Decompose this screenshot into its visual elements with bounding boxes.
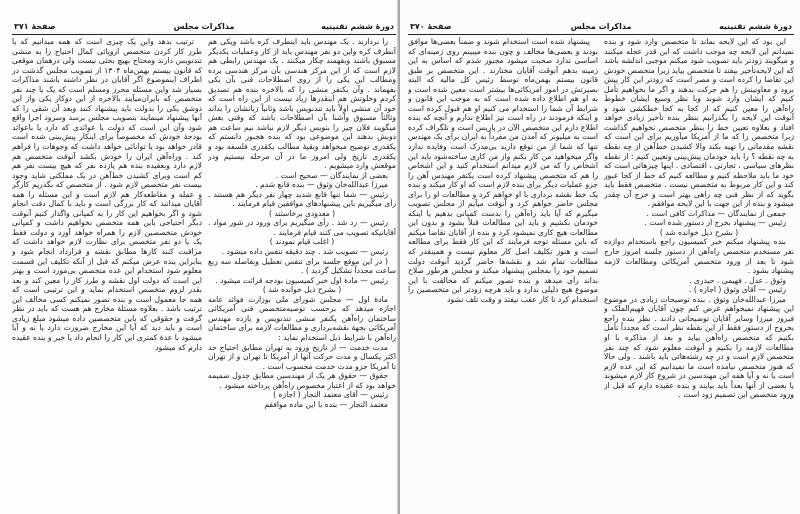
paragraph: حقوق — حقوق هر یک از مهندسین مطابق جدول ضمیمه خواهد بود که از اعتبار مخصوص راه‌آهن پرداخته میشود .: [208, 371, 396, 390]
page-number: صفحهٔ ۳۷۰: [410, 22, 452, 31]
volume-label: دورهٔ ششم تقنینیه: [321, 22, 394, 31]
paragraph: رئیس — تصویب شد . چند دقیقه تنفس داده میشود .: [221, 247, 388, 257]
stage-direction: ( بشرح ذیل خوانده شد ): [262, 285, 342, 295]
stage-direction: ( معدودی برخاستند ): [268, 208, 336, 218]
paragraph: بعضی از نمایندگان — صحیح است .: [275, 170, 388, 180]
paragraph: رئیس — شما تنها قانع شدید چهار نفر دیگر هم هستند . رأی میگیریم باین پیشنهادهای موافقین قیام فرمایند .: [208, 189, 396, 209]
paragraph: ترتیب بدهد واین یک چیزی است که همه میدانیم که با طرز کار کردن متخصص اروپائی کمال احتیاج را به منشی تندنویس دارند ومحتاج بهیچ بحثی نیست ولی درهمان موقعی که قانون بیستم بهمن‌ماه ۱۳۰۴ از تصویب مجلس گذشت در اطراف اینموضوع اگر آقایان در نظر داشته باشند مذاکرات بسیار شد واین مسئله محرز ومسلم است که یک یا چند نفر متخصص که بایران‌میآیند بالاخره از این دوکار یکی واز این دوشق یکی را بدولت باید پیشنهاد کنند وبعد آن شقی را که آنها پیشنهاد مینمایند بتصویب مجلس برسد وسرود اجرا واقع شود وآن این است که دولت با عوائدی که دارد یا باعوائد بودجهٔ خودش که مخصوصاً برای اینکار پیش‌بینی شده است قادر خواهد بود یا توانائی خواهد داشت که وجوهات را فراهم کند . وراه‌آهن ایران را خودش بکشد آنوقت متخصص هم لازم دارد وبعقیده بنده هم یازده نفر که هیچ بیست نفر هم کم است وبرای کشیدن خط‌آهن در یک مملکتی شاید وجود بیست نفر متخصص لازم شود . از متخصص که بگذریم کارگر و عمله و مقاطعه‌کار هم لازم است و این مسئله را همه آقایان میدانند که کار بزرگی است و باید با کمال دقت انجام شود و اگر بخواهیم این کار را به کمپانی واگذار کنیم آنوقت دیگر احتیاجی باین همه متخصص نخواهیم داشت و کمپانی خودش متخصصین لازم را همراه خواهد آورد و دولت فقط یک یا دو نفر متخصص برای نظارت لازم خواهد داشت که مراقبت کنند کارها مطابق نقشه و قرارداد انجام شود و بنابراین بنده عرض میکنم که قبل از آنکه تکلیف این قسمت معلوم شود استخدام این عده متخصص بی‌مورد است و بهتر این است که دولت اول نقشه و طرز کار را معین کند و بعد بقدر لزوم متخصص استخدام نماید و این ترتیبی است که همه جا معمول است و بنده تصور نمیکنم کسی مخالف این ترتیب باشد . بعلاوه مسئلهٔ مخارج هم هست که باید در نظر گرفت و حقوقی که باین متخصصین داده میشود مبلغ زیادی است و باید دید که آیا این مخارج ضرورت دارد یا نه و آیا میشود با عدهٔ کمتری این کار را انجام داد یا خیر و بنده عقیده دارم که میشود: [12, 37, 202, 352]
paragraph: جمعی از نمایندگان — مذاکرات کافی است .: [646, 208, 786, 218]
paragraph: پیشنهاد شده است استخدام شوند و ضمناً بعضی‌ها موافق بودند و بعضی‌ها مخالف و چون بنده میبینم روی زمینه‌ای که اساسی ندارد صحبت میشود مجبور شدم که اساس به این زمینه بدهم آنوقت آقایان مختارند . این متخصص بر طبق قانون بیستم بهمن‌ماه توسط رئیس کل مالیه که البته بصیرتش در امور امریکائی‌ها بیشتر است معین شده است و به او هم اطلاع داده شده است که به موجب این قانون و شرایط آن شما را استخدام می کنیم او هم قبول کرده است و اینکه فرمودند در راه است نیز اطلاع ندارم و آنچه که بنده اطلاع دارم این متخصص الآن در پاریس است و تلگراف کرده است به میلیونر که آمدن من مفرداً به ایران برای یک مهندس تنها که شما از من توقع دارید بی‌مدرک است وفایده ندارد واگر میخواهید من کار بکنم واز من کاری ساخته‌شود باید این اشخاص را که من لازم میدانم استخدام کنید و این اشخاص را هم که متخصص پیشنهاد کرده است یکنفر مهندس آهن را جزو عملیات دیگر برای بنده لازم است که او کار میکند و بنده یک خط نقشه برداری با او خواهم کرد و مطالعات او را برای مجلس حاضر خواهم کرد و آنوقت میآیم از مجلس تصویب میگیرم که آیا باید راه‌آهن را بدست کمپانی بدهیم یا اینکه خودمان بکشیم و باید این مطالعات قبلاً بشود و بدون این مطالعات هیچ کاری نمیشود کرد و بنده از آقایان تقاضا میکنم که باین مسئله توجه فرمایند که این کار فقط برای مطالعه است و هنوز تکلیف اصل کار معلوم نیست و همینقدر که مطالعات تمام شد و نقشه‌ها حاضر گردید آنوقت دولت تصمیم خود را بمجلس پیشنهاد میکند و مجلس هرطور صلاح بداند رأی میدهد و بنده تصور میکنم که مخالفت با این موضوع هیچ دلیلی ندارد و باید هرچه زودتر این متخصصین را استخدام کرد تا کار عقب نیفتد و وقت تلف نشود: [408, 37, 598, 304]
text-column-right: [604, 37, 794, 507]
paragraph: رئیس — مادهٔ اول خبر کمیسیون بودجه قرائت میشود .: [215, 275, 388, 285]
page-header: [12, 22, 396, 35]
paragraph: مدت خدمت — از تاریخ ورود به تهران مطابق احتیاج حد اکثر یکسال و مدت حرکت آنها از آمریکا تا تهران و از تهران تا آمریکا جزو مدت خدمت محسوب است .: [208, 342, 396, 371]
stage-direction: ( بشرح ذیل خوانده شد ): [659, 227, 739, 237]
stage-direction: ( اغلب قیام نمودند ): [269, 237, 335, 247]
paragraph: این بود که این لایحه بماند تا متخصص وارد شود و بنده نمیدانم این لایحه چه موجب داشت که این قدر عجله میکنند و میگویند زودتر باید تصویب شود میکنم موجبی اندلشه باشد که این لایحه‌تأخیر بیفتد تا متخصص بیاید زیرا متخصص خودش این تقاضا را کرده است و مصر است که زودتر این کار پیش برود و معاونینش را هم حرکت بدهند و اگر ما بخواهیم تأمل کنیم که ایشان وارد شوند وبا نظر وسیع ایشان خطوط راه‌آهن را معین کنیم که از کجا به کجا خطکشی شود و آنوقت این لایحه را بگذرانیم بنظر بنده تأخیر زیادی خواهد افتاد و بعلاوه تعیین خط را بنظر متخصص نخواهیم گذاشت زیرا متخصص را که ما از آمریکا میآوریم برای این است که نقشه مقدماتی را تهیه بکند والا کشیدن خط‌آهن از چه نقطه به چه نقطه ؟ را باید خودمان پیش‌بینی وتعیین کنیم : از نقطه نظرهای سیاسی ، تجارتی ، اقتصادی . اینها چیزهائی است که خود ما باید ملاحظه کنیم و مطالعه کنیم که خط از کجا عبور کند و این کار مربوط به متخصص نیست . متخصص فقط باید بگوید که از نظر فنی چه راهی بهتر است و خرج آن چقدر میشود و بنده از این جهت با این لایحه موافقم .: [604, 37, 794, 209]
paragraph: رئیس — رد شد . رأی میگیریم برای ورود در شور مواد . آقایانیکه تصویب می کنند قیام فرمایند .: [208, 218, 396, 237]
text-column-left: [12, 37, 202, 507]
paragraph: رئیس — پیشنهاد بخرج از دستور شده است .: [644, 218, 786, 228]
volume-label: دورهٔ ششم تقنینیه: [719, 22, 792, 31]
paragraph: میرزا عبدالله‌خان وثوق . بنده توضیحات زیادی در موضوع این پیشنهاد نمیخواهم عرض کنم چون آقایان فهیم‌الملک و فیروز میرزا وسایر آقایان توضیحاتی دادند . نظر بنده راجع بخروج از دستور فقط از این نقطه نظر است که مجدداً تأمل بکنیم که متخصص راه‌آهن بیاید و بعد از مذاکره با او مطالعات لازمه را بکنیم و آنوقت معلوم شود که چند نفر متخصص لازم است و در چه رشته‌هائی باید باشند . ولی حالا که هنوز متخصص نیامده است ما نمیدانیم که این عده لازم است یا نه و آیا همه این مهندسین در شروع کار لازم میشوند یا بعضی از آنها بعداً باید بیایند و بنده عقیده دارم که قبل از ورود متخصص این تصمیم زود است .: [604, 294, 794, 400]
page-header: [408, 22, 794, 35]
running-title: مذاکرات مجلس: [173, 22, 235, 31]
running-title: مذاکرات مجلس: [570, 22, 632, 31]
paragraph: را بردارند . یک مهندس باید اینطرف کره باشد ویکی هم آنطرف کره واین دو نفر مهندس باید از کار وعملیات یکدیگر مسبوق باشند وبفهمند چکار میکنند . یک مهندس رابطی هم لازم است که از این مرکز هندسی بآن مرکز هندسی برده ومطالب این یکی را از روی اصطلاحات فنی بآن یکی بفهماند . وآن یکنفر منشی را که بالاخره بنده هم تصدیق کردم وخلوتش هم اینقدرها زیاد نیست از این راه است که خود آن منشی اولاً باید تندنویس باشد وثانیاً زبانشان را بداند وثالثاً مسبوق وآشنا بآن اصطلاحات باشد که وقتی بغش میگویند فلان چیز را بنویس دیگر لازم نباشد نیم ساعت هم دوبش بدهند این موضوعی بود که بنده هجبور دانستم که یکقدری توضیح میخواهد وبقیهٔ مطالب یکقدری فلسفه بود و یکقدری تاریخ ولی امروز ما در آن مرحله نیستیم ودر موقعش وارد میشویم .: [208, 37, 396, 171]
text-column-left: [408, 37, 598, 507]
paragraph: میرزا عبدالله‌خان وثوق — بنده قانع شدم .: [255, 180, 388, 190]
page-number: صفحهٔ ۳۷۱: [14, 22, 56, 31]
paragraph: معتمد التجار — بنده با این ماده موافقم: [264, 399, 388, 409]
right-page: [400, 0, 800, 514]
text-column-right: [208, 37, 396, 507]
paragraph: رئیس — آقای معتمد التجار ( اجازه ): [273, 390, 388, 400]
paragraph: وثوق . عدل . فهیمی . حیدری .: [689, 275, 786, 285]
paragraph: رئیس — آقای وثوق ( اجازه ) .: [689, 285, 786, 295]
paragraph: ( در این موقع جلسه برای تنفس تعطیل وبفاصله سه ربع ساعت مجدداً تشکیل گردید ) .: [208, 256, 396, 276]
paragraph: بنده پیشنهاد میکنم خبر کمیسیون راجع باستخدام دوازده نفر مستخدم متخصص راه‌آهن از دستور جلسه امروز خارج شود تا بعد از ورود متخصص آمریکائی ومطالعات لازمه پیشنهاد بشود .: [604, 237, 794, 276]
paragraph: مادهٔ اول — مجلس شورای ملی بوزارت فوائد عامه اجازه میدهد که برحسب توصیه‌متخصص فنی آمریکائی ساختمان راه‌آهن یکنفر منشی تندنویس و یازده مهندس آمریکائی بجهة نقشه‌برداری و مطالعات لازمه برای ساختمان راه‌آهن با شرایط ذیل استخدام نماید :: [208, 294, 396, 342]
